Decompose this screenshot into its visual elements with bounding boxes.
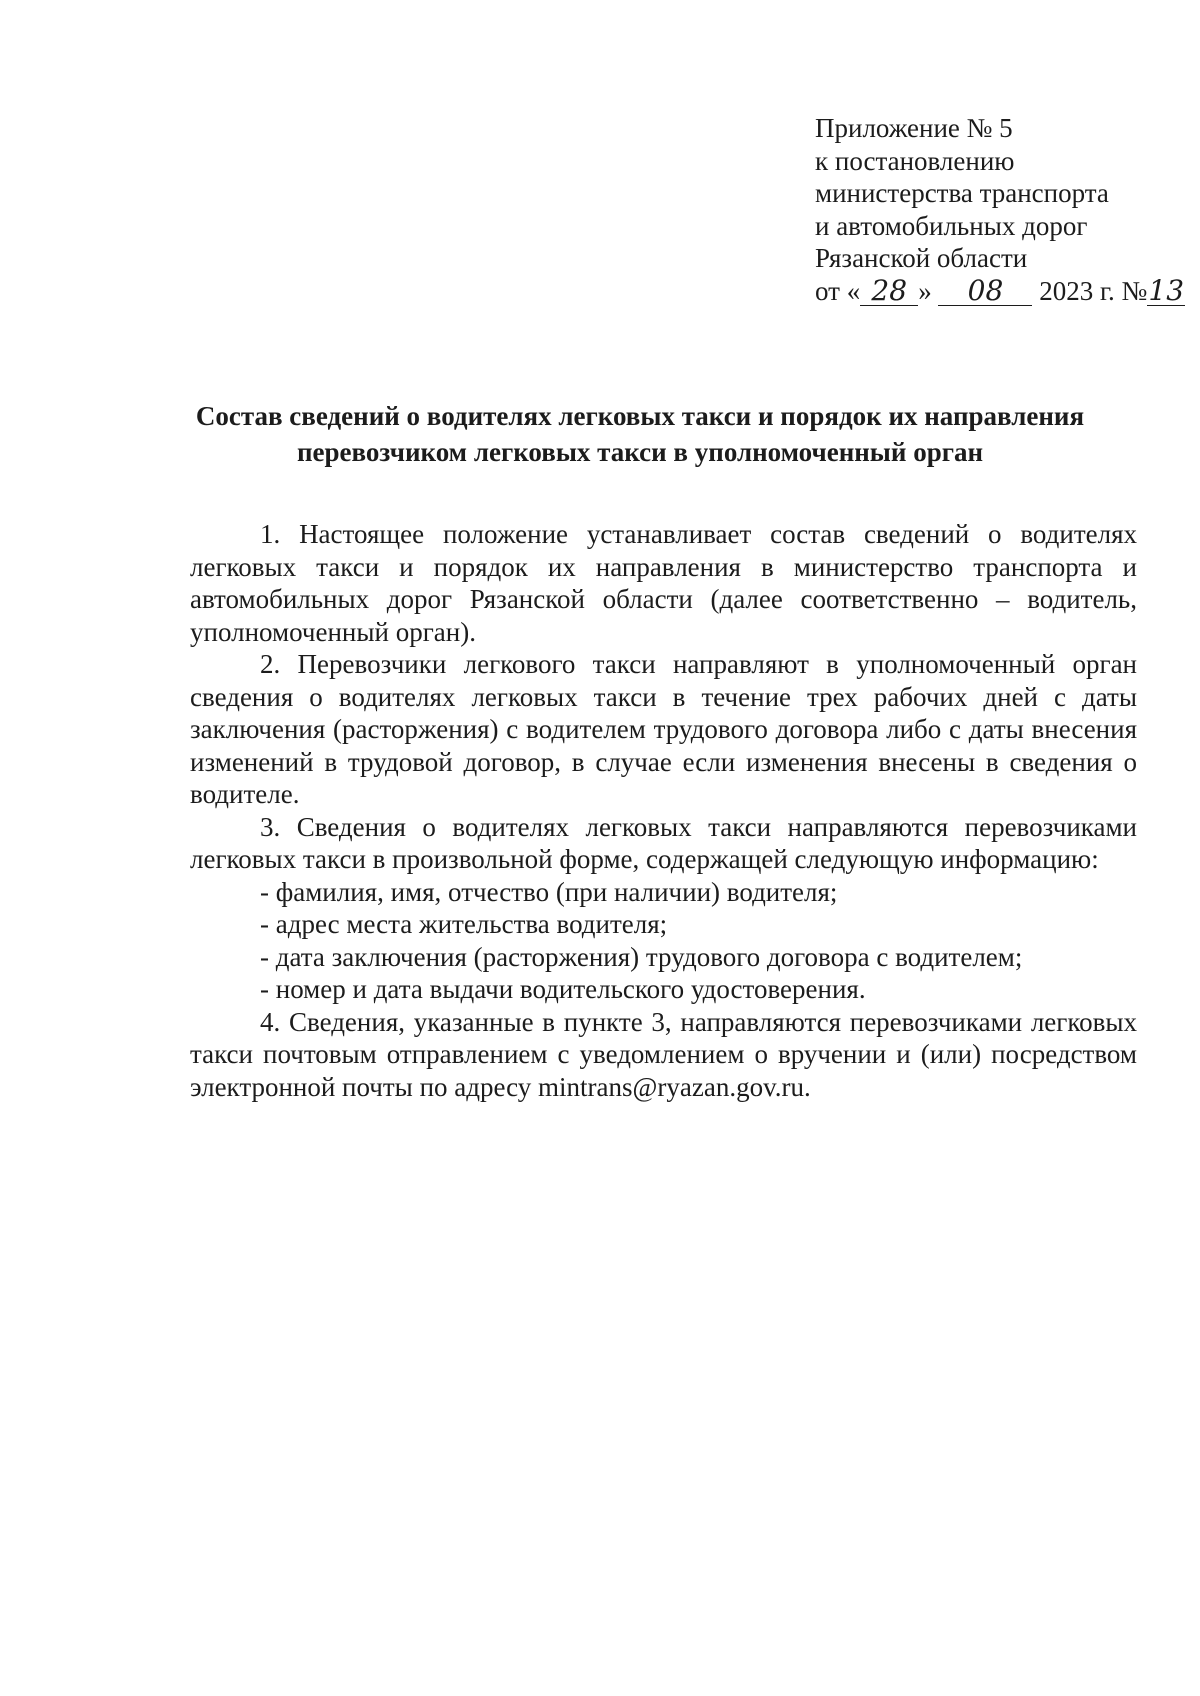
date-prefix: от « — [815, 275, 861, 306]
date-mid: » — [918, 275, 932, 306]
list-item: - дата заключения (расторжения) трудового договора с водителем; — [260, 941, 1023, 972]
appendix-date-line — [815, 273, 1185, 308]
appendix-line: министерства транспорта — [815, 178, 1109, 208]
appendix-line: Приложение № 5 — [815, 113, 1013, 143]
appendix-line: и автомобильных дорог — [815, 210, 1088, 241]
document-body — [190, 518, 1137, 1103]
appendix-header — [815, 112, 1185, 307]
paragraph-4: 4. Сведения, указанные в пункте 3, направляются перевозчиками легковых такси почтовым отправлением с уведомлением о вручении и (или) посредством электронной почты по адресу mintrans@ryazan.gov.ru. — [190, 1006, 1137, 1102]
list-item: - номер и дата выдачи водительского удостоверения. — [260, 974, 866, 1004]
appendix-line: Рязанской области — [815, 243, 1028, 273]
appendix-line: к постановлению — [815, 145, 1015, 176]
list-item: - адрес места жительства водителя; — [260, 909, 668, 939]
paragraph-1: 1. Настоящее положение устанавливает состав сведений о водителях легковых такси и порядок их направления в министерство транспорта и автомобильных дорог Рязанской области (далее соответственно – водитель, уполномоченный орган). — [190, 519, 1137, 647]
list-item: - фамилия, имя, отчество (при наличии) водителя; — [260, 876, 838, 907]
paragraph-3: 3. Сведения о водителях легковых такси направляются перевозчиками легковых такси в произвольной форме, содержащей следующую информацию: — [190, 811, 1137, 874]
handwritten-day: 28 — [860, 277, 918, 306]
handwritten-month: 08 — [938, 277, 1032, 306]
document-title — [120, 398, 1160, 470]
handwritten-doc-number: 13 — [1148, 273, 1185, 307]
title-line: Состав сведений о водителях легковых такси и порядок их направления — [195, 401, 1085, 431]
paragraph-2: 2. Перевозчики легкового такси направляют в уполномоченный орган сведения о водителях легковых такси в течение трех рабочих дней с даты заключения (расторжения) с водителем трудового договора либо с даты внесения изменений в трудовой договор, в случае если изменения внесены в сведения о водителе. — [190, 649, 1137, 809]
date-year: 2023 г. № — [1039, 275, 1148, 306]
title-line: перевозчиком легковых такси в уполномоченный орган — [296, 437, 984, 467]
